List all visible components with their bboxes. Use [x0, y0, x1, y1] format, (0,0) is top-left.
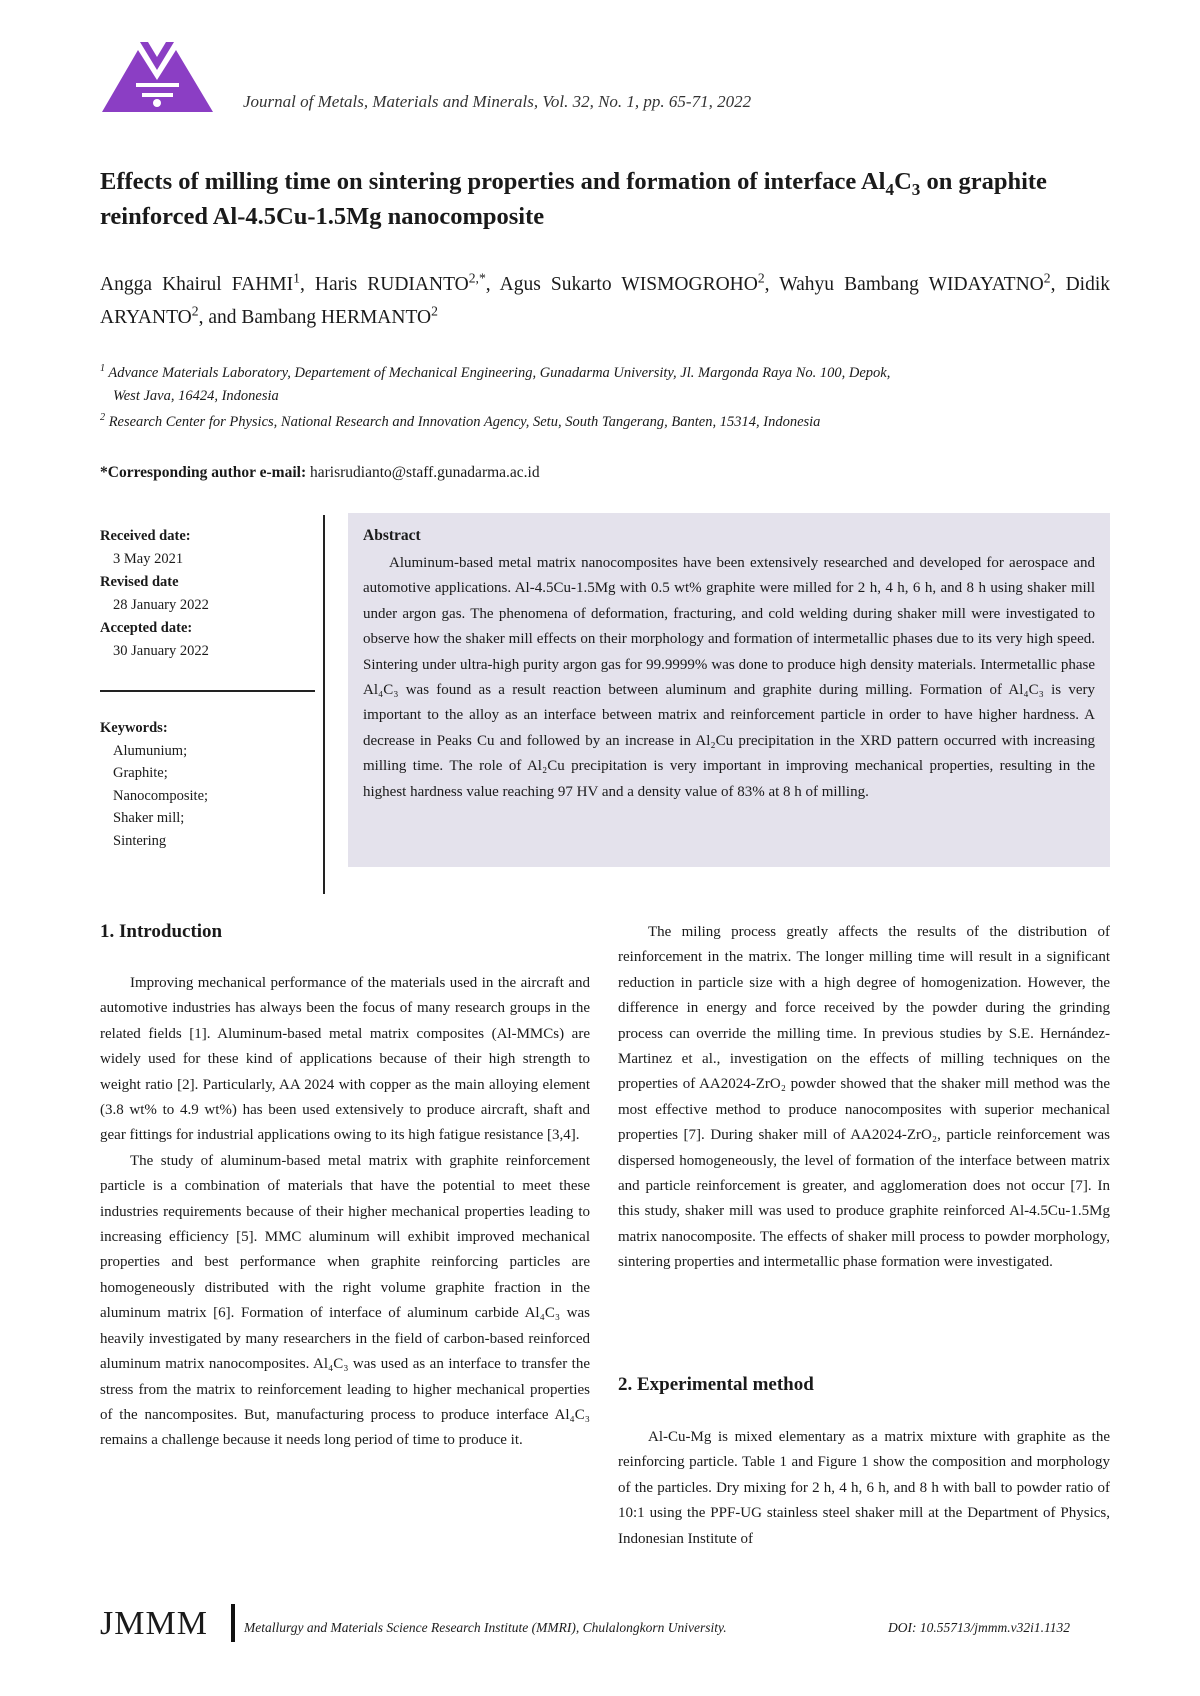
keyword: Nanocomposite;	[113, 787, 209, 804]
footer-divider	[231, 1604, 235, 1642]
author-name: Bambang HERMANTO	[241, 307, 432, 328]
author-name: Agus Sukarto WISMOGROHO	[499, 274, 758, 295]
section-heading: 2. Experimental method	[618, 1374, 814, 1395]
paragraph: Al-Cu-Mg is mixed elementary as a matrix mixture with graphite as the reinforcing particle. Table 1 and Figure 1 show the composition and morphology of the particles. Dry mixing for 2 h, 4 h, 6 h, and 8 h with ball to powder ratio of 10:1 using the PPF-UG stainless steel shaker mill at the Department of Physics, Indonesian Institute of	[618, 1429, 1110, 1547]
abstract-text: Aluminum-based metal matrix nanocomposites have been extensively researched and developed for aerospace and automotive applications. Al-4.5Cu-1.5Mg with 0.5 wt% graphite were milled for 2 h, 4 h, 6 h, and 8 h using shaker mill under argon gas. The phenomena of deformation, fracturing, and cold welding during shaker mill were investigated to observe how the shaker mill effects on their morphology and formation of intermetallic phases due to its very high speed. Sintering under ultra-high purity argon gas for 99.9999% was done to produce high density materials. Intermetallic phase Al₄C₃ was found as a result reaction between aluminum and graphite during milling. Formation of Al₄C₃ is very important to the alloy as an interface between matrix and reinforcement particle in order to have higher hardness. A decrease in Peaks Cu and followed by an increase in Al₂Cu precipitation in the XRD pattern occurred with increasing milling time. The role of Al₂Cu precipitation is very important in improving mechanical properties, resulting in the highest hardness value reaching 97 HV and a density value of 83% at 8 h of milling.	[363, 555, 1095, 800]
author-email[interactable]: harisrudianto@staff.gunadarma.ac.id	[306, 464, 540, 481]
abstract-heading: Abstract	[363, 527, 421, 544]
right-column-continued	[618, 1425, 1110, 1552]
author-list: Angga Khairul FAHMI$^1$, Haris $RUDIANTO^{2,*}$, Agus Sukarto WISMOGROHO$^2$, Wahyu Bambang WIDAYATNO$^2$, Didik ARYANTO$^2$, and Bambang HERMANTO$^2$	[100, 270, 1110, 328]
divider	[100, 690, 315, 692]
author-name: Angga Khairul FAHMI	[100, 274, 294, 295]
paragraph: The study of aluminum-based metal matrix with graphite reinforcement particle is a combination of materials that have the potential to meet these industries requirements because of their higher mechanical properties leading to increasing efficiency [5]. MMC aluminum will exhibit improved mechanical properties and best performance when graphite reinforcing particles are homogeneously distributed with the right volume graphite fraction in the aluminum matrix [6]. Formation of interface of aluminum carbide Al₄C₃ was heavily investigated by many researchers in the field of carbon-based reinforced aluminum matrix nanocomposites. Al₄C₃ was used as an interface to transfer the stress from the matrix to reinforcement leading to higher mechanical properties of the nancomposites. But, manufacturing process to produce interface Al₄C₃ remains a challenge because it needs long period of time to produce it.	[100, 1152, 590, 1449]
journal-citation: Journal of Metals, Materials and Minerals, Vol. 32, No. 1, pp. 65-71, 2022	[243, 92, 752, 111]
author-name: Wahyu Bambang WIDAYATNO	[779, 274, 1044, 295]
keyword: Alumunium;	[113, 742, 188, 759]
footer-brand: JMMM	[100, 1605, 208, 1642]
section-heading: 1. Introduction	[100, 921, 223, 942]
paragraph: The miling process greatly affects the results of the distribution of reinforcement in the matrix. The longer milling time will result in a significant reduction in particle size with a high degree of homogenization. However, the difference in energy and force received by the powder during the grinding process can override the milling time. In previous studies by S.E. Hernández-Martinez et al., investigation on the effects of milling techniques on the properties of AA2024-ZrO₂ powder showed that the shaker mill method was the most effective method to produce nanocomposites with superior mechanical properties [7]. During shaker mill of AA2024-ZrO₂, particle reinforcement was dispersed homogeneously, the level of formation of the interface between matrix and particle reinforcement is greater, and agglomeration does not occur [7]. In this study, shaker mill was used to produce graphite reinforced Al-4.5Cu-1.5Mg matrix nanocomposite. The effects of shaker mill process to powder morphology, sintering properties and intermetallic phase formation were investigated.	[618, 924, 1110, 1271]
paragraph: Improving mechanical performance of the materials used in the aircraft and automotive industries has always been the focus of many research groups in the related fields [1]. Aluminum-based metal matrix composites (Al-MMCs) are widely used for these kind of applications because of their high strength to weight ratio [2]. Particularly, AA 2024 with copper as the main alloying element (3.8 wt% to 4.9 wt%) has been used extensively to produce aircraft, shaft and gear fittings for industrial applications owing to its high fatigue resistance [3,4].	[100, 975, 590, 1144]
keywords: Keywords: Alumunium; Graphite; Nanocomposite; Shaker mill; Sintering	[100, 717, 310, 852]
left-column	[100, 971, 590, 1454]
keyword: Graphite;	[113, 765, 168, 781]
author-name: Haris RUDIANTO	[314, 274, 469, 295]
footer-institute: Metallurgy and Materials Science Research Institute (MMRI), Chulalongkorn University.	[244, 1620, 727, 1635]
divider	[323, 515, 325, 894]
affiliation: $^2$ Research Center for Physics, National Research and Innovation Agency, Setu, South Tangerang, Banten, 15314, Indonesia	[100, 412, 821, 430]
article-dates: Received date: 3 May 2021 Revised date 28 January 2022 Accepted date: 30 January 2022	[100, 528, 209, 659]
footer-doi[interactable]: DOI: 10.55713/jmmm.v32i1.1132	[888, 1620, 1070, 1635]
right-column	[618, 920, 1110, 1276]
journal-logo	[100, 38, 215, 114]
affiliation: $^1$ Advance Materials Laboratory, Departement of Mechanical Engineering, Gunadarma University, Jl. Margonda Raya No. 100, Depok, West Java, 16424, Indonesia	[100, 363, 891, 404]
keyword: Shaker mill;	[113, 810, 185, 826]
author-name: Didik ARYANTO	[100, 274, 1110, 328]
keyword: Sintering	[113, 832, 167, 849]
paper-title: Effects of milling time on sintering properties and formation of interface $Al_4C_3$ on graphite reinforced Al-4.5Cu-1.5Mg nanocomposite	[100, 168, 1047, 230]
corresponding-author: *Corresponding author e-mail: harisrudianto@staff.gunadarma.ac.id	[100, 464, 540, 481]
